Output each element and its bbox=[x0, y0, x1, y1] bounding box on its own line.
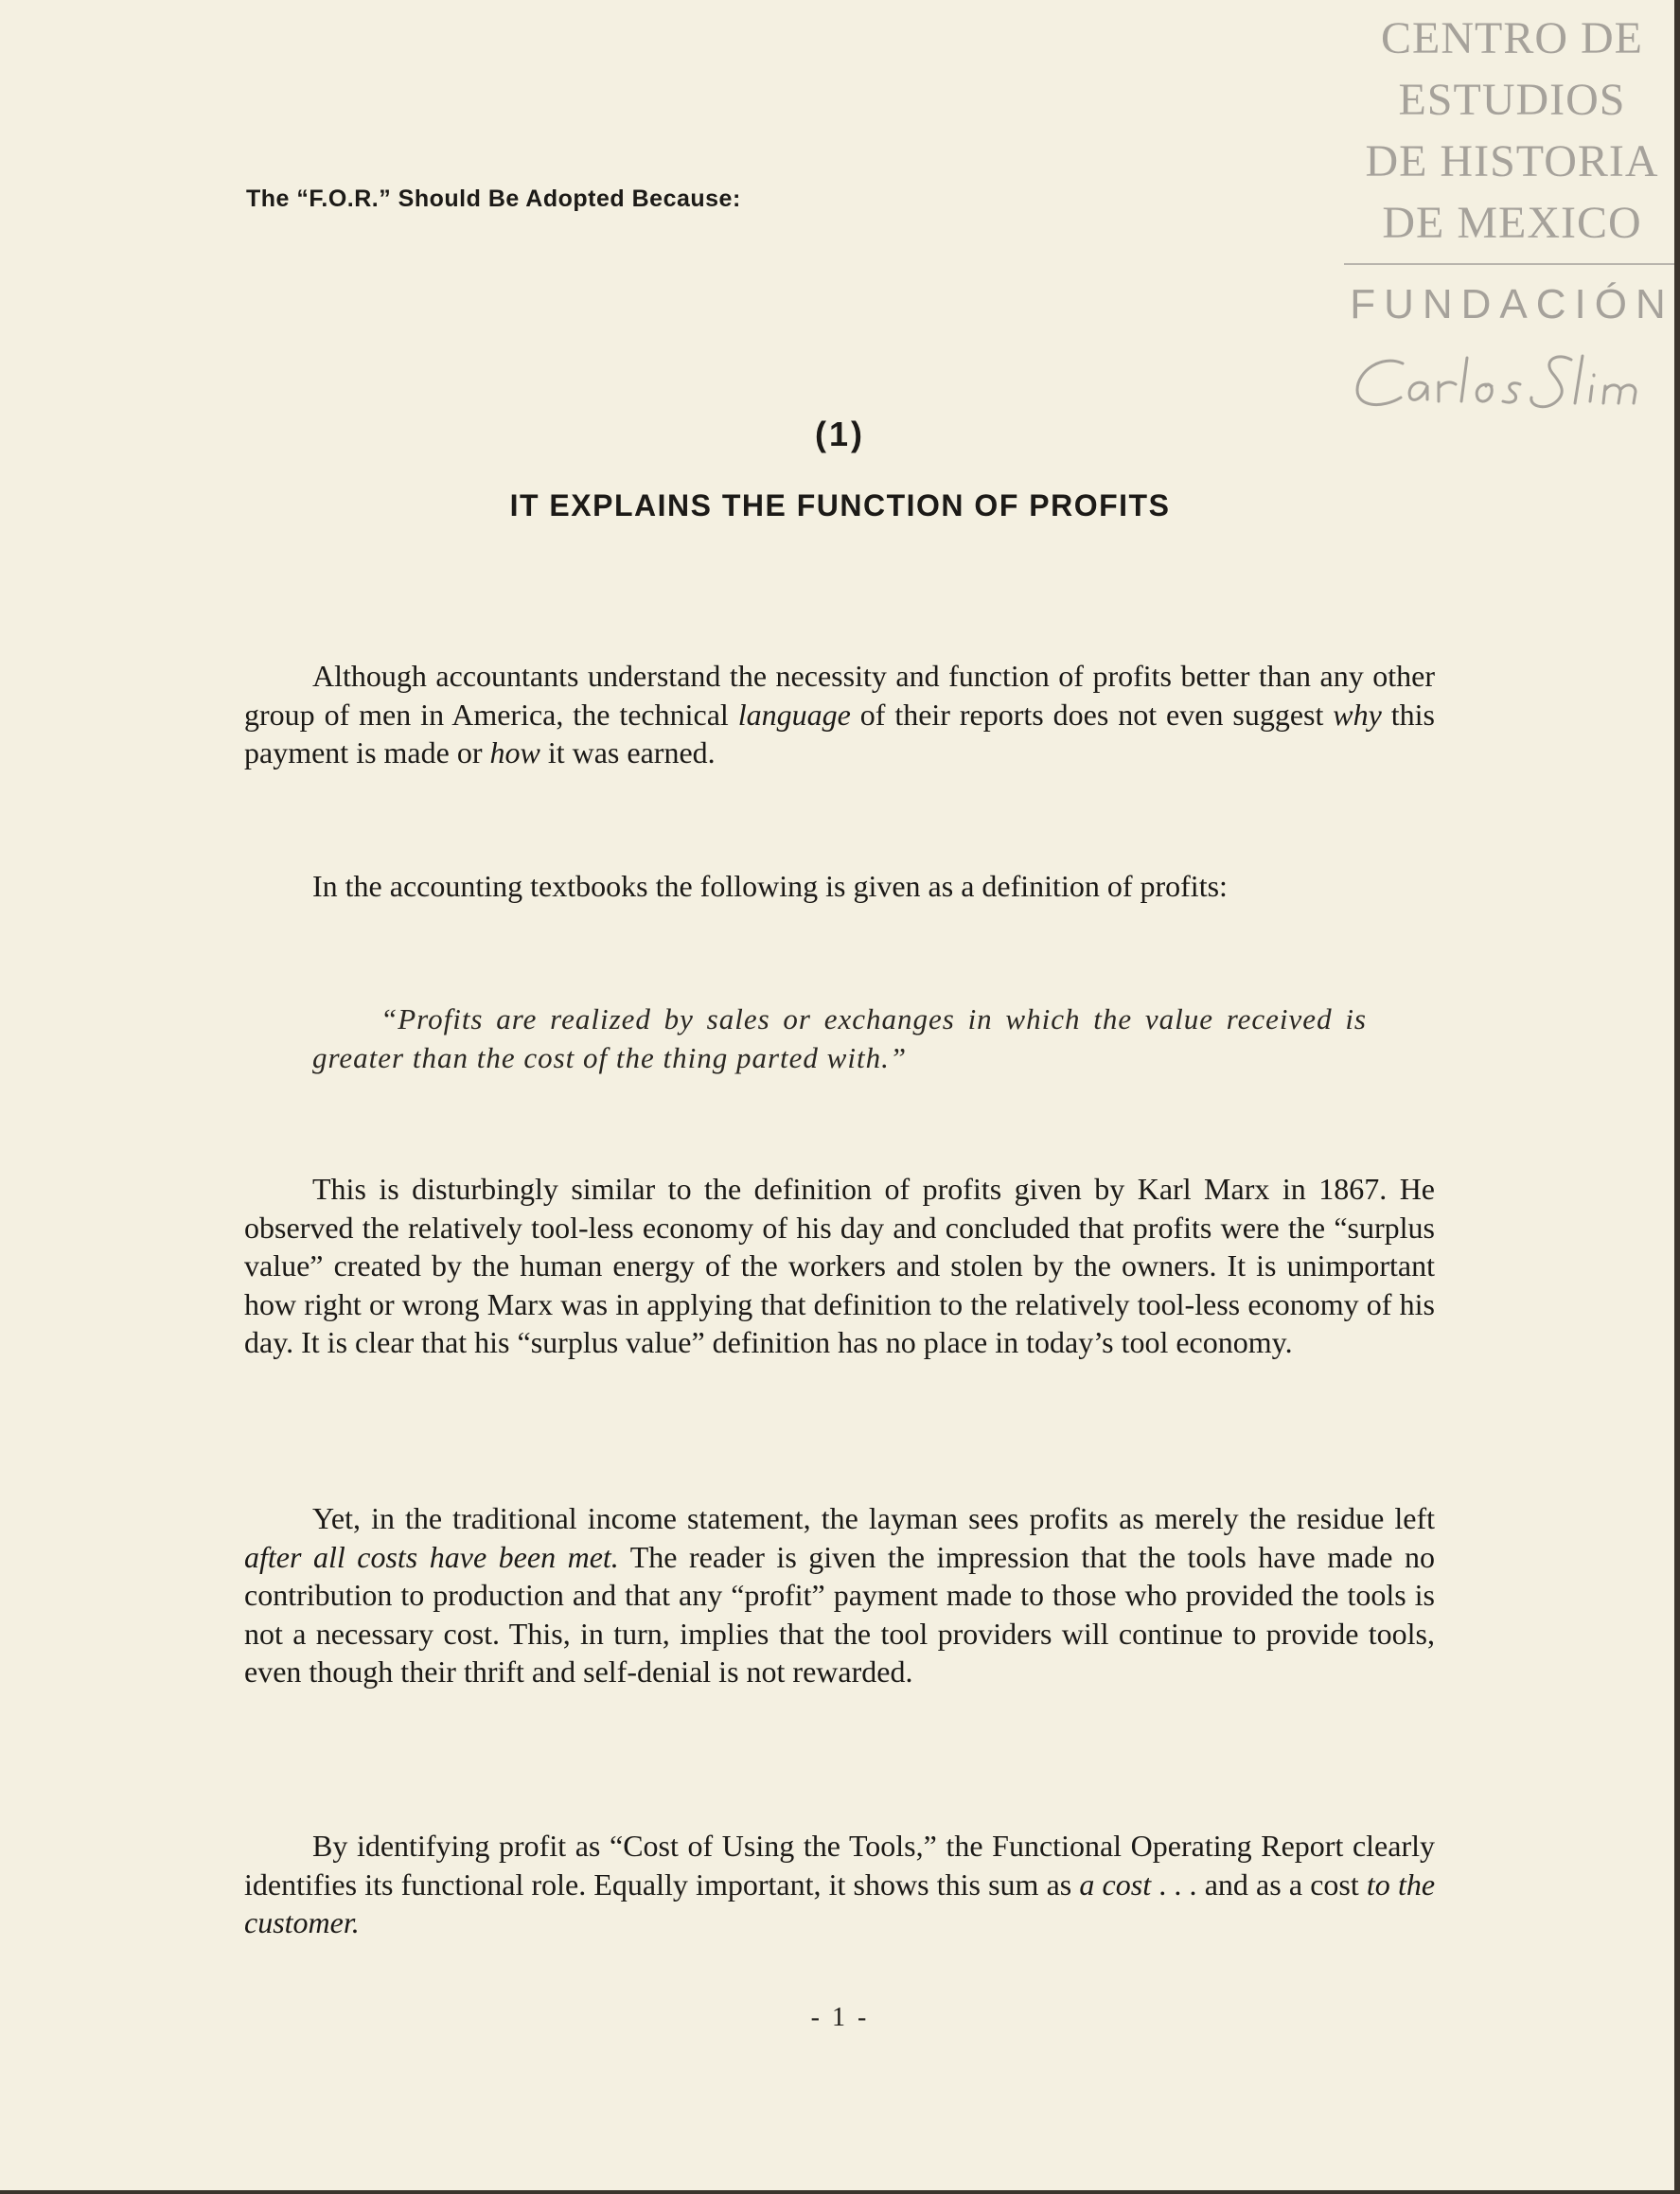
text-run: it was earned. bbox=[539, 735, 716, 770]
emphasis: to the customer. bbox=[244, 1867, 1436, 1940]
page-header: The “F.O.R.” Should Be Adopted Because: bbox=[246, 186, 741, 212]
watermark-line: DE HISTORIA bbox=[1365, 136, 1659, 186]
text-run: this payment is made or bbox=[244, 697, 1435, 770]
watermark-foundation: FUNDACIÓN bbox=[1350, 281, 1674, 327]
emphasis: a cost bbox=[1079, 1867, 1152, 1902]
paragraph-3: This is disturbingly similar to the definition of profits given by Karl Marx in 1867. He observed the relatively tool-less economy of his day and concluded that profits were the “surplus value” created by the human energy of the workers and stolen by the owners. It is unimportant how right or wrong Marx was in applying that definition to the relatively tool-less economy of his day. It is clear that his “surplus value” definition has no place in today’s tool economy. bbox=[244, 1172, 1435, 1360]
definition-quote: “Profits are realized by sales or exchanges in which the value received is greater than the cost of the thing parted with.” bbox=[312, 1002, 1367, 1074]
paragraph-4 bbox=[244, 1499, 1435, 1691]
signature-logo-icon bbox=[1344, 335, 1680, 420]
section-number: (1) bbox=[815, 415, 865, 453]
page-number: - 1 - bbox=[810, 2003, 870, 2032]
emphasis: how bbox=[489, 735, 540, 770]
text-run: of their reports does not even suggest bbox=[850, 697, 1334, 732]
paragraph-5 bbox=[244, 1827, 1435, 1942]
watermark-divider bbox=[1344, 263, 1680, 265]
watermark-line: DE MEXICO bbox=[1382, 198, 1642, 248]
text-run: The reader is given the impression that the tools have made no contribution to production and that any “profit” payment made to those who provided the tools is not a necessary cost. This, in turn, implies that the tool providers will continue to provide tools, even though their thrift and self-denial is not rewarded. bbox=[244, 1539, 1436, 1690]
watermark-line: CENTRO DE bbox=[1381, 13, 1643, 63]
archive-watermark bbox=[1344, 8, 1680, 420]
text-run: By identifying profit as “Cost of Using the Tools,” the Functional Operating Report clearly identifies its functional role. Equally important, it shows this sum as bbox=[244, 1829, 1435, 1902]
text-run: Although accountants understand the necessity and function of profits better than any other group of men in America, the technical bbox=[244, 659, 1435, 732]
text-run: . . . and as a cost bbox=[1151, 1867, 1367, 1902]
watermark-line: ESTUDIOS bbox=[1398, 75, 1626, 125]
emphasis: why bbox=[1333, 697, 1382, 732]
emphasis: language bbox=[737, 697, 851, 732]
section-title: IT EXPLAINS THE FUNCTION OF PROFITS bbox=[509, 488, 1171, 522]
text-run: Yet, in the traditional income statement, the layman sees profits as merely the residue left bbox=[312, 1501, 1435, 1535]
emphasis: after all costs have been met. bbox=[244, 1539, 619, 1574]
paragraph-1 bbox=[244, 657, 1435, 772]
paragraph-2: In the accounting textbooks the following is given as a definition of profits: bbox=[312, 869, 1228, 903]
